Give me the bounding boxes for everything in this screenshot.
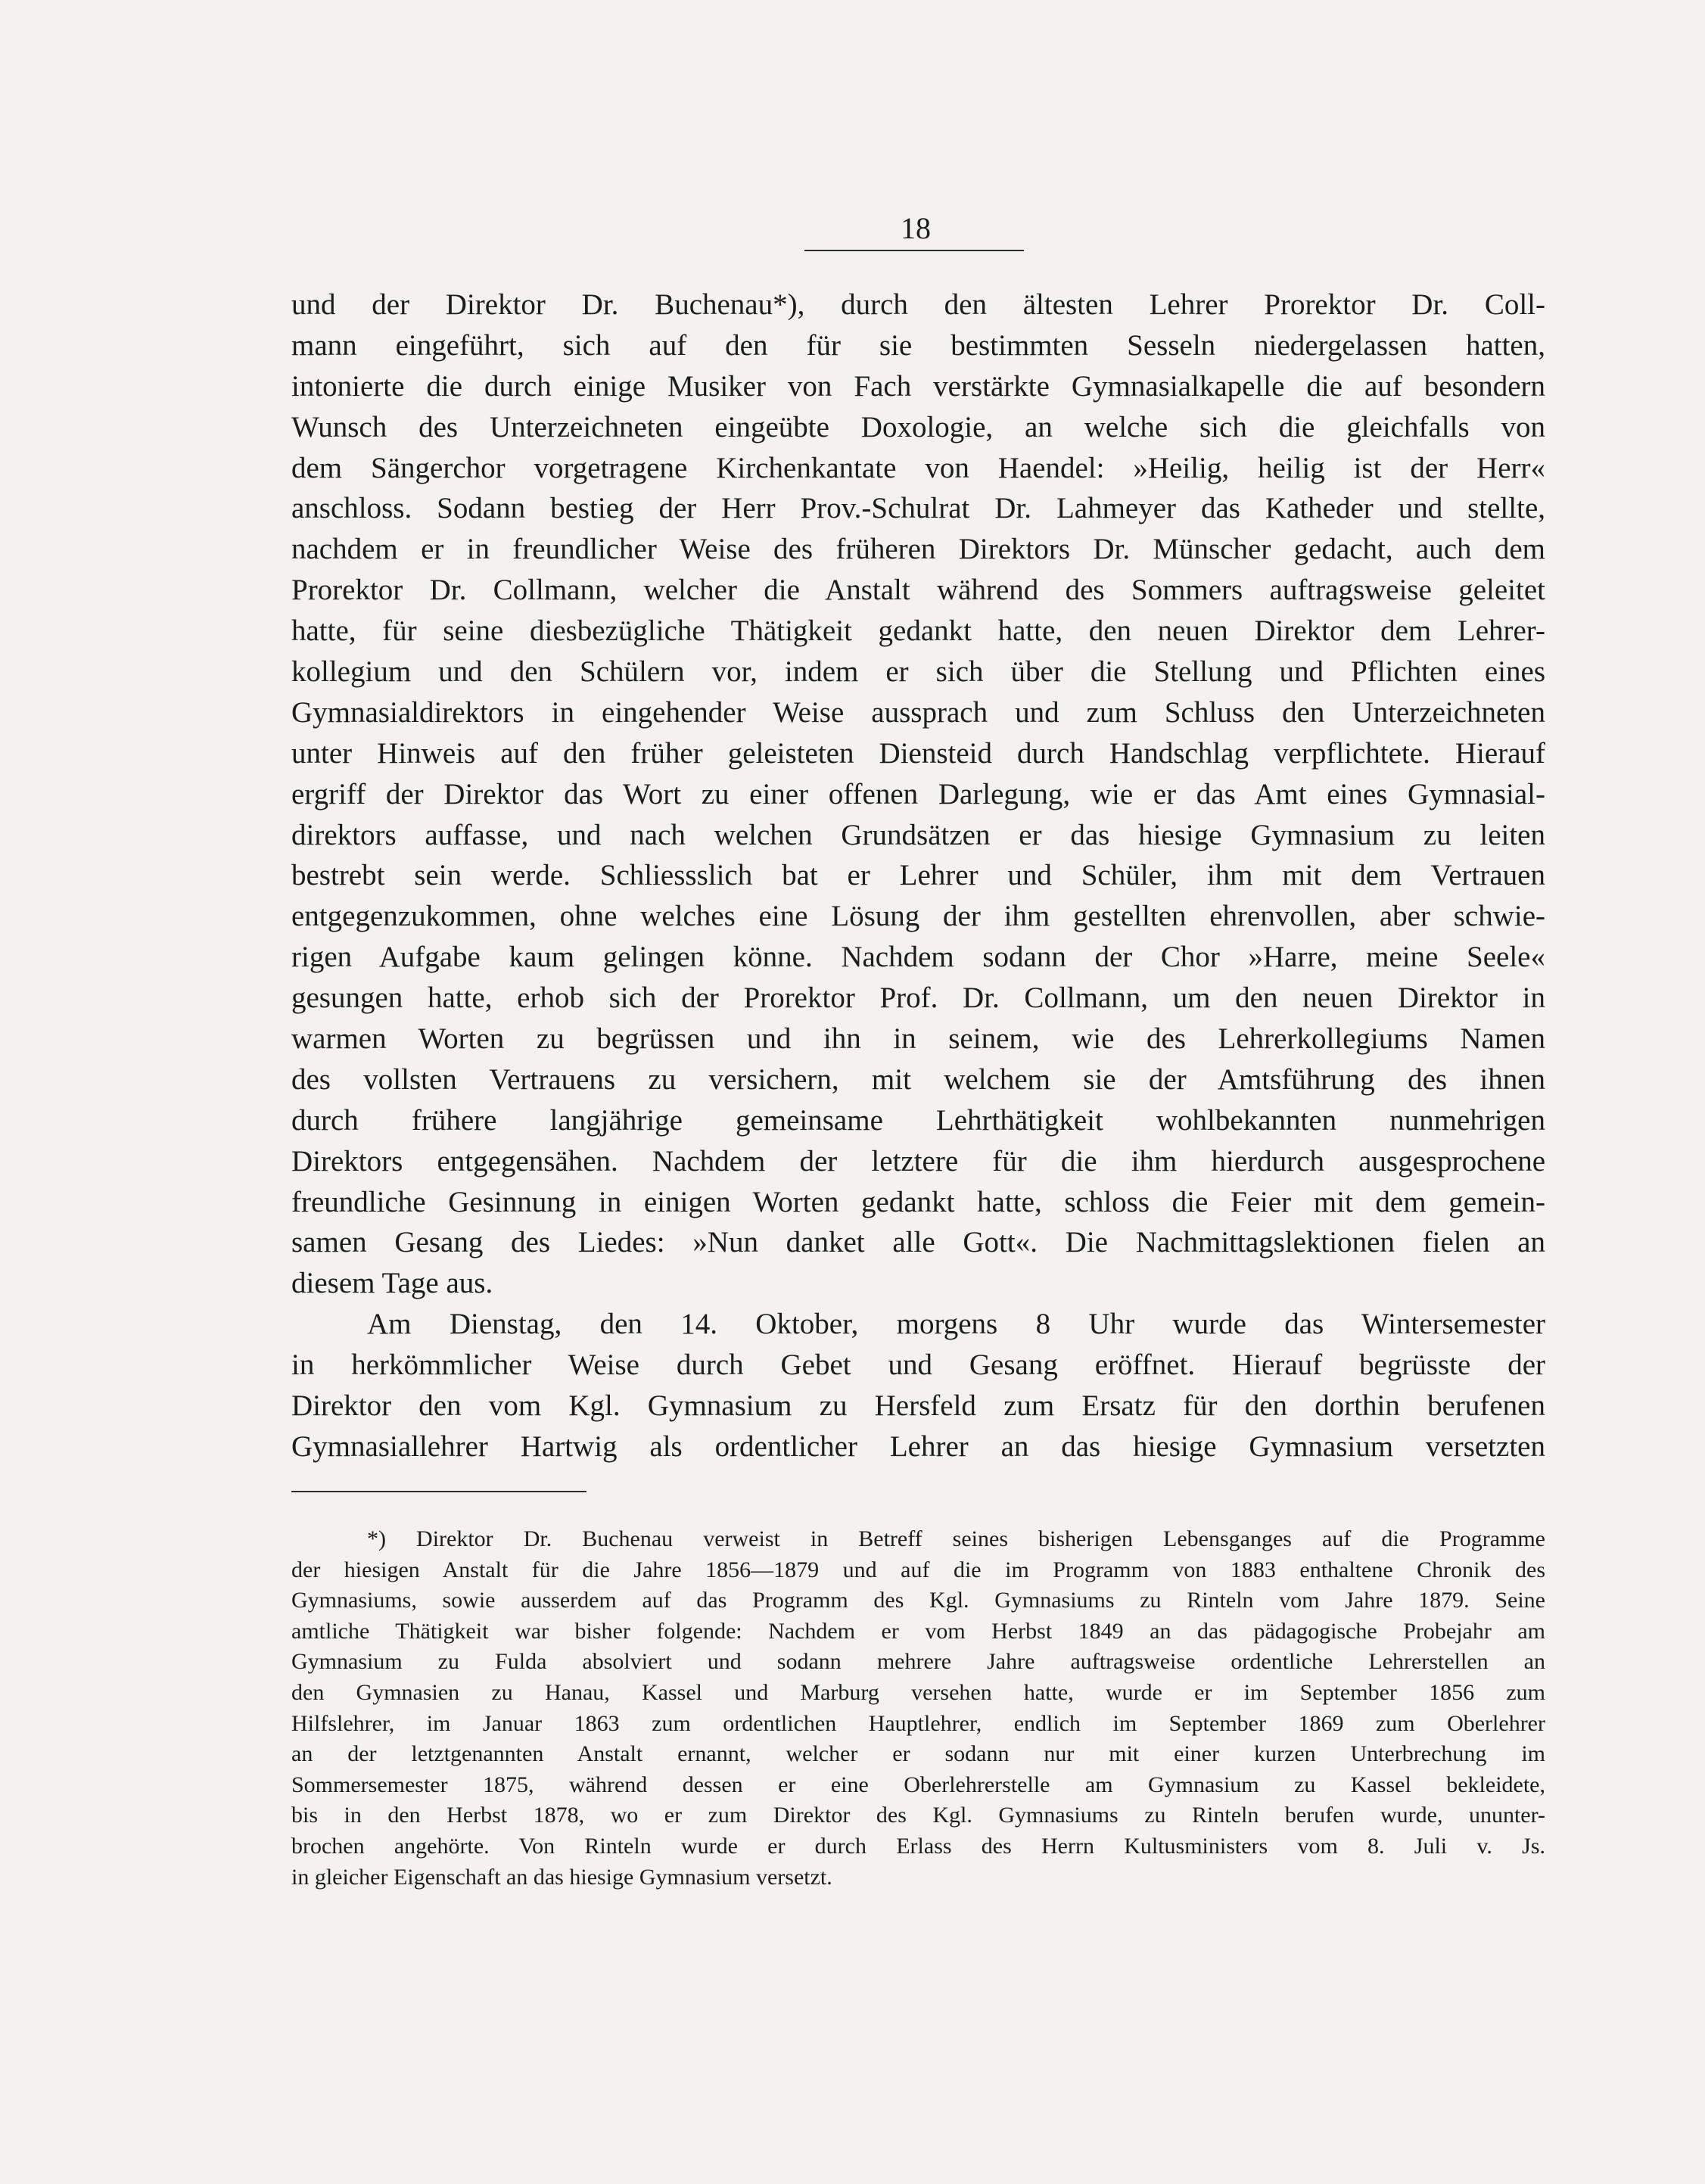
text-line: Direktors entgegensähen. Nachdem der letztere für die ihm hierdurch ausgesprochene xyxy=(291,1144,1545,1178)
text-line: mann eingeführt, sich auf den für sie bestimmten Sesseln niedergelassen hatten, xyxy=(291,328,1545,362)
text-line: Gymnasiallehrer Hartwig als ordentlicher Lehrer an das hiesige Gymnasium versetzten xyxy=(291,1430,1545,1463)
page-number: 18 xyxy=(901,211,931,245)
text-line: bestrebt sein werde. Schliessslich bat er Lehrer und Schüler, ihm mit dem Vertrauen xyxy=(291,859,1545,892)
text-line: Wunsch des Unterzeichneten eingeübte Doxologie, an welche sich die gleichfalls von xyxy=(291,410,1545,443)
text-line: Gymnasialdirektors in eingehender Weise aussprach und zum Schluss den Unterzeichneten xyxy=(291,695,1545,729)
text-line: samen Gesang des Liedes: »Nun danket alle Gott«. Die Nachmittagslektionen fielen an xyxy=(291,1226,1545,1259)
text-line: anschloss. Sodann bestieg der Herr Prov.-Schulrat Dr. Lahmeyer das Katheder und stellte, xyxy=(291,492,1545,525)
footnote-line: Gymnasiums, sowie ausserdem auf das Programm des Kgl. Gymnasiums zu Rinteln vom Jahre 1879. Seine xyxy=(291,1588,1545,1613)
footnote-line: den Gymnasien zu Hanau, Kassel und Marburg versehen hatte, wurde er im September 1856 zum xyxy=(291,1679,1545,1705)
footnote xyxy=(291,1524,1545,1893)
text-line: gesungen hatte, erhob sich der Prorektor Prof. Dr. Collmann, um den neuen Direktor in xyxy=(291,982,1545,1015)
footnote-line: Hilfslehrer, im Januar 1863 zum ordentlichen Hauptlehrer, endlich im September 1869 zum Oberlehrer xyxy=(291,1710,1545,1736)
text-line: dem Sängerchor vorgetragene Kirchenkantate von Haendel: »Heilig, heilig ist der Herr« xyxy=(291,451,1545,484)
text-line: durch frühere langjährige gemeinsame Lehrthätigkeit wohlbekannten nunmehrigen xyxy=(291,1103,1545,1137)
text-line: Prorektor Dr. Collmann, welcher die Anstalt während des Sommers auftragsweise geleitet xyxy=(291,574,1545,607)
footnote-line: Gymnasium zu Fulda absolviert und sodann mehrere Jahre auftragsweise ordentliche Lehrerstellen an xyxy=(291,1649,1545,1675)
text-line: Direktor den vom Kgl. Gymnasium zu Hersfeld zum Ersatz für den dorthin berufenen xyxy=(291,1389,1545,1423)
body-text xyxy=(291,285,1545,1467)
text-line: und der Direktor Dr. Buchenau*), durch den ältesten Lehrer Prorektor Dr. Coll- xyxy=(291,288,1545,321)
text-line: direktors auffasse, und nach welchen Grundsätzen er das hiesige Gymnasium zu leiten xyxy=(291,818,1545,851)
text-line: unter Hinweis auf den früher geleisteten Diensteid durch Handschlag verpflichtete. Hierauf xyxy=(291,736,1545,770)
footnote-line: in gleicher Eigenschaft an das hiesige Gymnasium versetzt. xyxy=(291,1864,832,1890)
footnote-line: brochen angehörte. Von Rinteln wurde er durch Erlass des Herrn Kultusministers vom 8. Juli v. Js. xyxy=(291,1833,1545,1859)
text-line: in herkömmlicher Weise durch Gebet und Gesang eröffnet. Hierauf begrüsste der xyxy=(291,1349,1545,1382)
footnote-rule xyxy=(291,1491,586,1492)
text-line: diesem Tage aus. xyxy=(291,1267,493,1300)
text-line: freundliche Gesinnung in einigen Worten gedankt hatte, schloss die Feier mit dem gemein- xyxy=(291,1185,1545,1218)
text-line: hatte, für seine diesbezügliche Thätigkeit gedankt hatte, den neuen Direktor dem Lehrer- xyxy=(291,614,1545,648)
footnote-line: bis in den Herbst 1878, wo er zum Direktor des Kgl. Gymnasiums zu Rinteln berufen wurde, ununter- xyxy=(291,1803,1545,1828)
footnote-line: an der letztgenannten Anstalt ernannt, welcher er sodann nur mit einer kurzen Unterbrechung im xyxy=(291,1741,1545,1767)
text-line: des vollsten Vertrauens zu versichern, mit welchem sie der Amtsführung des ihnen xyxy=(291,1062,1545,1096)
text-line: nachdem er in freundlicher Weise des früheren Direktors Dr. Münscher gedacht, auch dem xyxy=(291,533,1545,566)
header-rule xyxy=(804,250,1024,251)
footnote-line: *) Direktor Dr. Buchenau verweist in Betreff seines bisherigen Lebensganges auf die Programme xyxy=(367,1526,1545,1551)
text-line: intonierte die durch einige Musiker von Fach verstärkte Gymnasialkapelle die auf besondern xyxy=(291,369,1545,403)
text-line: ergriff der Direktor das Wort zu einer offenen Darlegung, wie er das Amt eines Gymnasial- xyxy=(291,777,1545,810)
footnote-line: Sommersemester 1875, während dessen er eine Oberlehrerstelle am Gymnasium zu Kassel bekleidete, xyxy=(291,1772,1545,1797)
text-line: entgegenzukommen, ohne welches eine Lösung der ihm gestellten ehrenvollen, aber schwie- xyxy=(291,900,1545,933)
text-line: kollegium und den Schülern vor, indem er sich über die Stellung und Pflichten eines xyxy=(291,655,1545,689)
text-line: rigen Aufgabe kaum gelingen könne. Nachdem sodann der Chor »Harre, meine Seele« xyxy=(291,941,1545,974)
text-line: warmen Worten zu begrüssen und ihn in seinem, wie des Lehrerkollegiums Namen xyxy=(291,1022,1545,1056)
footnote-line: der hiesigen Anstalt für die Jahre 1856—1879 und auf die im Programm von 1883 enthaltene Chronik des xyxy=(291,1557,1545,1582)
footnote-line: amtliche Thätigkeit war bisher folgende: Nachdem er vom Herbst 1849 an das pädagogische Probejahr am xyxy=(291,1618,1545,1644)
paragraph-start-line: Am Dienstag, den 14. Oktober, morgens 8 Uhr wurde das Wintersemester xyxy=(367,1308,1545,1341)
